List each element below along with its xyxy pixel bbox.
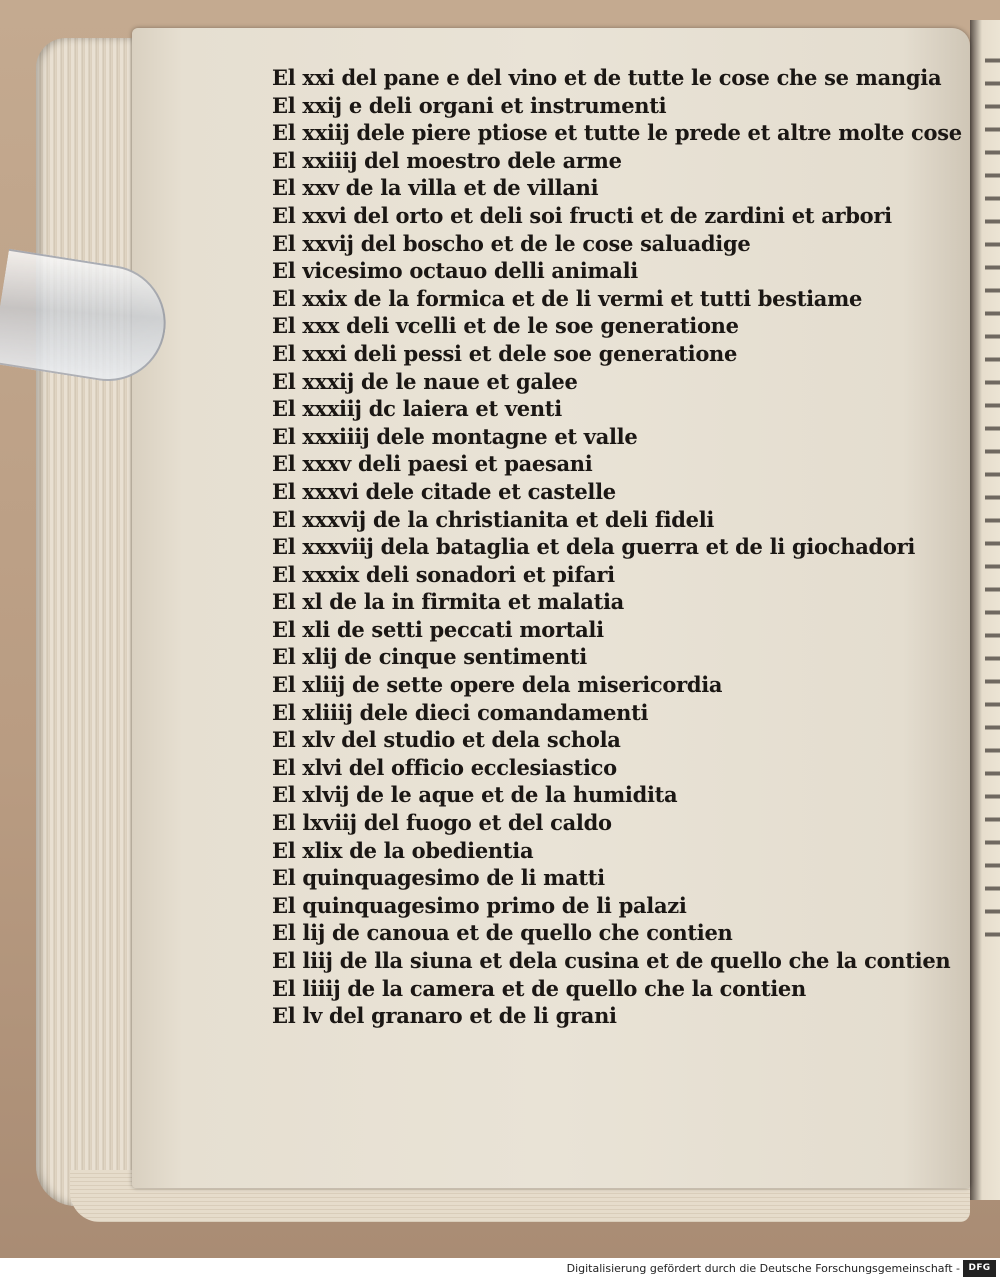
chapter-line: El xxxiij dc laiera et venti — [272, 396, 562, 422]
chapter-list — [272, 64, 962, 1030]
chapter-line: El xxiij dele piere ptiose et tutte le prede et altre molte cose — [272, 120, 962, 146]
chapter-line: El xxxij de le naue et galee — [272, 368, 578, 394]
chapter-line: El lv del granaro et de li grani — [272, 1003, 617, 1029]
chapter-line: El xli de setti peccati mortali — [272, 616, 604, 642]
chapter-line: El xxxvij de la christianita et deli fideli — [272, 506, 715, 532]
funding-credit: Digitalisierung gefördert durch die Deutsche Forschungsgemeinschaft - — [566, 1262, 960, 1275]
chapter-line: El xxi del pane e del vino et de tutte le cose che se mangia — [272, 65, 942, 90]
chapter-line: El lij de canoua et de quello che contien — [272, 920, 733, 946]
chapter-line: El xlix de la obedientia — [272, 837, 534, 863]
chapter-line: El xxvij del boscho et de le cose saluadige — [272, 230, 751, 256]
chapter-line: El xxxi deli pessi et dele soe generatione — [272, 340, 738, 366]
page-edges-left — [36, 38, 146, 1206]
chapter-line: El xxix de la formica et de li vermi et tutti bestiame — [272, 285, 863, 311]
chapter-line: El quinquagesimo de li matti — [272, 865, 605, 891]
facing-page-text-bleed — [985, 40, 1000, 940]
chapter-line: El liij de lla siuna et dela cusina et de quello che la contien — [272, 948, 951, 973]
chapter-line: El xxiiij del moestro dele arme — [272, 147, 622, 173]
chapter-line: El xxvi del orto et deli soi fructi et de zardini et arbori — [272, 202, 892, 228]
chapter-line: El xxxv deli paesi et paesani — [272, 451, 593, 477]
chapter-line: El xxxix deli sonadori et pifari — [272, 561, 615, 587]
chapter-line: El xxv de la villa et de villani — [272, 175, 599, 201]
chapter-line: El vicesimo octauo delli animali — [272, 258, 638, 284]
chapter-line: El xlv del studio et dela schola — [272, 727, 621, 753]
chapter-line: El lxviij del fuogo et del caldo — [272, 810, 612, 836]
chapter-line: El xl de la in firmita et malatia — [272, 589, 624, 615]
chapter-line: El xliiij dele dieci comandamenti — [272, 699, 649, 725]
chapter-line: El xliij de sette opere dela misericordia — [272, 672, 723, 698]
chapter-line: El xlvij de le aque et de la humidita — [272, 782, 678, 808]
chapter-line: El xlvi del officio ecclesiastico — [272, 754, 617, 780]
chapter-line: El liiij de la camera et de quello che la contien — [272, 975, 806, 1001]
chapter-line: El xxx deli vcelli et de le soe generatione — [272, 313, 739, 339]
chapter-line: El xxxvi dele citade et castelle — [272, 478, 616, 504]
chapter-line: El quinquagesimo primo de li palazi — [272, 892, 687, 918]
chapter-line: El xxij e deli organi et instrumenti — [272, 92, 667, 118]
scan-footer — [0, 1258, 1000, 1281]
chapter-line: El xxxviij dela bataglia et dela guerra et de li giochadori — [272, 534, 916, 560]
chapter-line: El xlij de cinque sentimenti — [272, 644, 587, 670]
chapter-line: El xxxiiij dele montagne et valle — [272, 423, 638, 449]
dfg-logo: DFG — [963, 1260, 996, 1277]
